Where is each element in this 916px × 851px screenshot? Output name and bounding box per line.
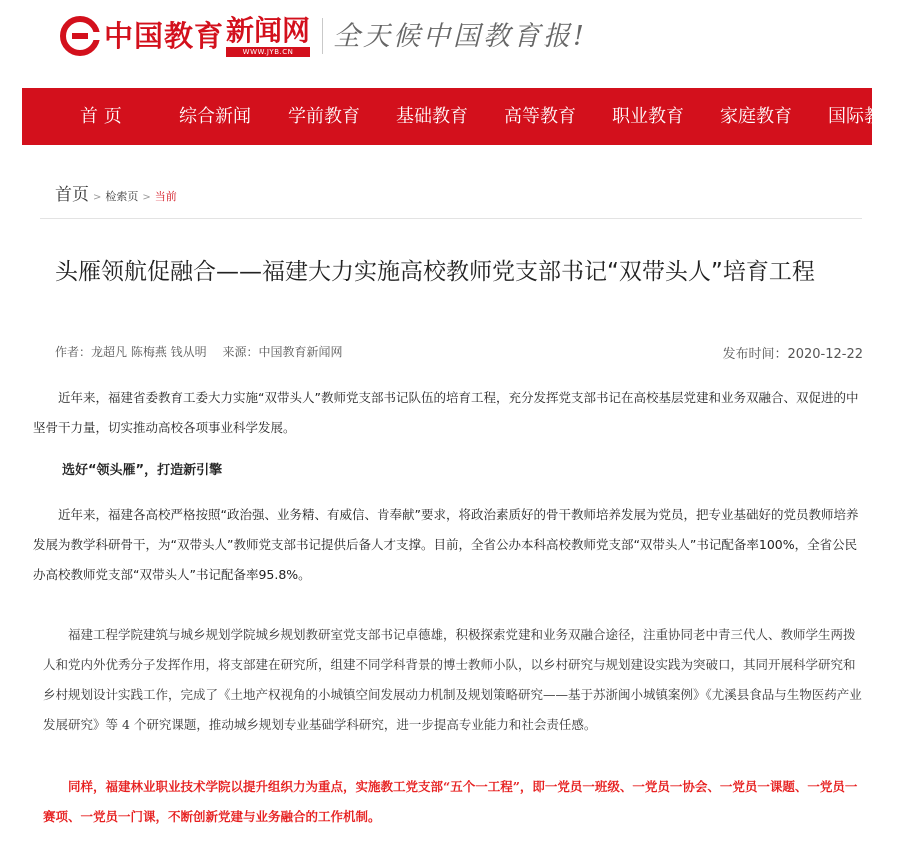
article-paragraph: 近年来，福建省委教育工委大力实施“双带头人”教师党支部书记队伍的培育工程，充分发挥党支部书记在高校基层党建和业务双融合、双促进的中坚骨干力量，切实推动高校各项事业科学发展。 [33,390,859,435]
article-meta [55,343,863,361]
breadcrumb-divider [40,218,862,219]
site-header [0,0,916,88]
nav-item-international[interactable]: 国际教育 [828,106,900,127]
breadcrumb-separator-icon: > [142,192,151,203]
breadcrumb-separator-icon: > [93,192,102,203]
article-highlight-paragraph: 同样，福建林业职业技术学院以提升组织力为重点，实施教工党支部“五个一工程”，即一党员一班级、一党员一协会、一党员一课题、一党员一赛项、一党员一门课，不断创新党建与业务融合的工作机制。 [43,779,858,824]
logo-brand-sub: 新闻网 [226,13,311,47]
breadcrumb-home[interactable]: 首页 [55,185,89,205]
breadcrumb-search-page[interactable]: 检索页 [105,190,139,203]
nav-item-general-news[interactable]: 综合新闻 [179,106,251,127]
nav-item-vocational[interactable]: 职业教育 [612,106,684,127]
logo-brand-text: 中国教育 [104,18,225,53]
nav-item-basic[interactable]: 基础教育 [396,106,468,127]
article-source: 来源：中国教育新闻网 [222,345,343,359]
site-logo[interactable] [60,14,587,58]
breadcrumb [55,180,177,208]
nav-item-preschool[interactable]: 学前教育 [288,106,360,127]
jyb-logo-icon [60,16,100,56]
logo-sub [226,13,311,57]
nav-item-home[interactable]: 首 页 [80,106,122,127]
article-authors: 作者：龙超凡 陈梅燕 钱从明 [55,345,207,359]
article-subheading: 选好“领头雁”，打造新引擎 [62,463,223,478]
nav-item-higher[interactable]: 高等教育 [504,106,576,127]
slogan: 全天候中国教育报! [333,20,587,52]
article-paragraph: 福建工程学院建筑与城乡规划学院城乡规划教研室党支部书记卓德雄，积极探索党建和业务双融合途径，注重协同老中青三代人、教师学生两拨人和党内外优秀分子发挥作用，将支部建在研究所，组建不同学科背景的博士教师小队，以乡村研究与规划建设实践为突破口，其同开展科学研究和乡村规划设计实践工作，完成了《土地产权视角的小城镇空间发展动力机制及规划策略研究——基于苏浙闽小城镇案例》《尤溪县食品与生物医药产业发展研究》等 4 个研究课题，推动城乡规划专业基础学科研究，进一步提高专业能力和社会责任感。 [43,627,862,732]
logo-url: WWW.JYB.CN [226,47,310,57]
article-paragraph: 近年来，福建各高校严格按照“政治强、业务精、有威信、肯奉献”要求，将政治素质好的骨干教师培养发展为党员，把专业基础好的党员教师培养发展为教学科研骨干，为“双带头人”教师党支部书记提供后备人才支撑。目前，全省公办本科高校教师党支部“双带头人”书记配备率100%，全省公民办高校教师党支部“双带头人”书记配备率95.8%。 [33,507,859,582]
main-nav [22,88,900,145]
logo-divider [322,18,323,54]
article-publish-time: 发布时间：2020-12-22 [722,347,863,362]
nav-item-family[interactable]: 家庭教育 [720,106,792,127]
article-title: 头雁领航促融合——福建大力实施高校教师党支部书记“双带头人”培育工程 [55,259,815,285]
breadcrumb-current: 当前 [154,190,177,203]
